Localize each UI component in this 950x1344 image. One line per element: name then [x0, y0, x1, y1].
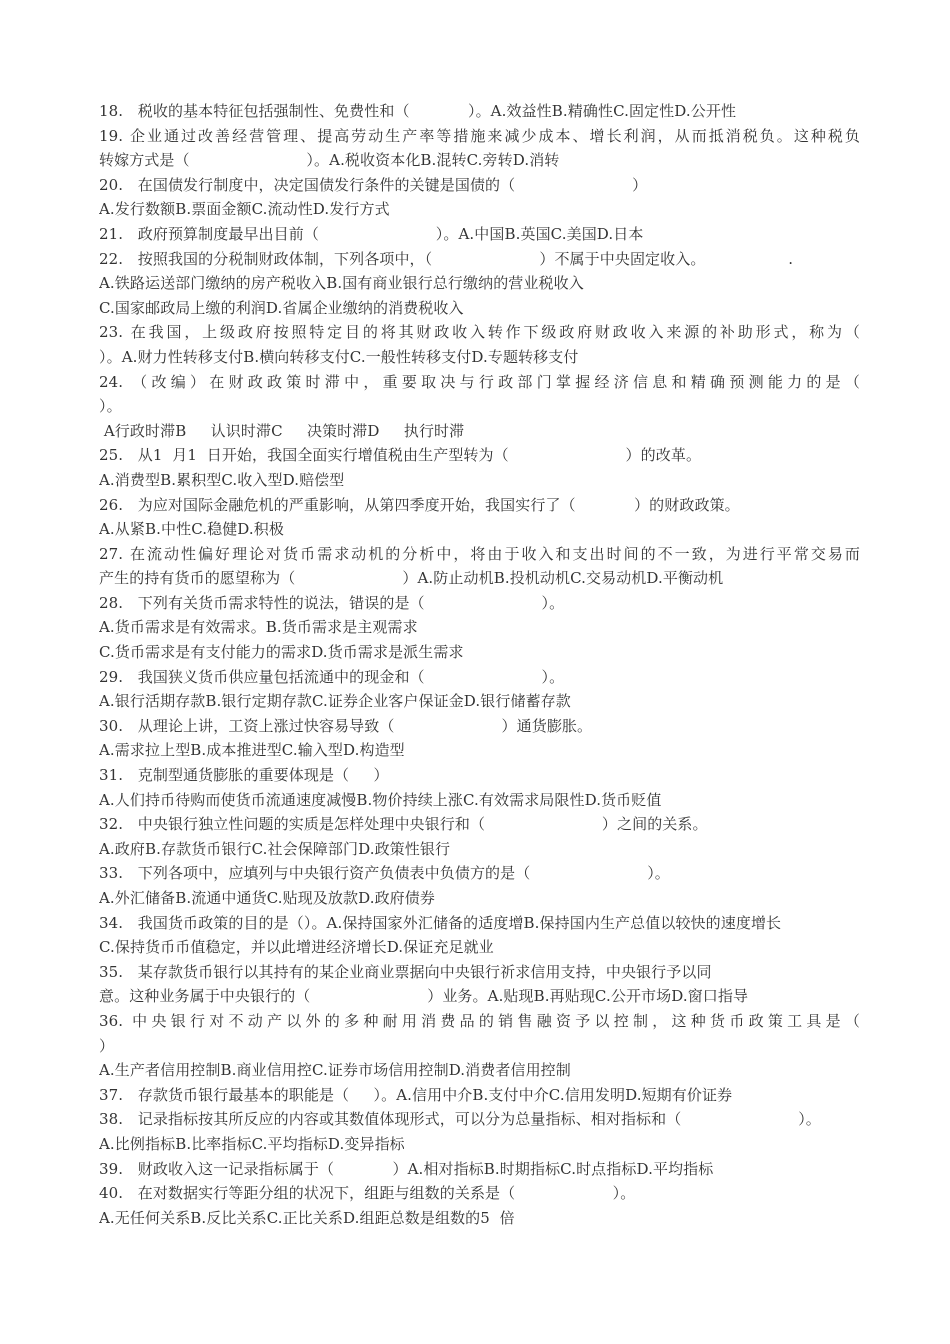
text-line: A.比例指标B.比率指标C.平均指标D.变异指标: [99, 1134, 405, 1153]
text-line: 21. 政府预算制度最早出目前（ ）。A.中国B.英国C.美国D.日本: [99, 224, 644, 243]
text-line: 33. 下列各项中，应填列与中央银行资产负债表中负债方的是（ ）。: [99, 864, 670, 883]
text-line: A.货币需求是有效需求。B.货币需求是主观需求: [99, 618, 418, 637]
text-line: 38. 记录指标按其所反应的内容或其数值体现形式，可以分为总量指标、相对指标和（ ）。: [99, 1110, 821, 1129]
text-line: 40. 在对数据实行等距分组的状况下，组距与组数的关系是（ ）。: [99, 1184, 636, 1203]
text-line: 23. 在我国，上级政府按照特定目的将其财政收入转作下级政府财政收入来源的补助形式，称为（: [99, 323, 860, 342]
text-line: 34. 我国货币政策的目的是（）。A.保持国家外汇储备的适度增B.保持国内生产总值以较快的速度增长: [99, 913, 782, 932]
text-line: 24. （改编）在财政政策时滞中，重要取决与行政部门掌握经济信息和精确预测能力的是（: [99, 372, 860, 391]
text-line: ）。: [99, 397, 122, 416]
text-line: 产生的持有货币的愿望称为（ ）A.防止动机B.投机动机C.交易动机D.平衡动机: [99, 569, 724, 588]
text-line: 意。这种业务属于中央银行的（ ）业务。A.贴现B.再贴现C.公开市场D.窗口指导: [99, 987, 749, 1006]
text-line: 28. 下列有关货币需求特性的说法，错误的是（ ）。: [99, 593, 565, 612]
text-line: 30. 从理论上讲，工资上涨过快容易导致（ ）通货膨胀。: [99, 716, 593, 735]
text-line: 22. 按照我国的分税制财政体制，下列各项中，（ ）不属于中央固定收入。 .: [99, 249, 794, 268]
text-line: 32. 中央银行独立性问题的实质是怎样处理中央银行和（ ）之间的关系。: [99, 815, 708, 834]
text-line: ）。A.财力性转移支付B.横向转移支付C.一般性转移支付D.专题转移支付: [99, 347, 579, 366]
text-line: A.人们持币待购而使货币流通速度减慢B.物价持续上涨C.有效需求局限性D.货币贬值: [99, 790, 662, 809]
text-line: A.从紧B.中性C.稳健D.积极: [99, 520, 284, 539]
text-line: A.消费型B.累积型C.收入型D.赔偿型: [99, 470, 345, 489]
text-line: 18. 税收的基本特征包括强制性、免费性和（ ）。A.效益性B.精确性C.固定性D.公开性: [99, 102, 737, 120]
text-line: 35. 某存款货币银行以其持有的某企业商业票据向中央银行祈求信用支持，中央银行予以同: [99, 962, 712, 981]
text-line: 31. 克制型通货膨胀的重要体现是（ ）: [99, 766, 389, 785]
text-line: A.银行活期存款B.银行定期存款C.证券企业客户保证金D.银行储蓄存款: [99, 692, 571, 711]
text-line: 36. 中央银行对不动产以外的多种耐用消费品的销售融资予以控制，这种货币政策工具是（: [99, 1011, 860, 1030]
text-line: 39. 财政收入这一记录指标属于（ ）A.相对指标B.时期指标C.时点指标D.平均指标: [99, 1159, 714, 1178]
text-line: C.国家邮政局上缴的利润D.省属企业缴纳的消费税收入: [99, 298, 464, 317]
text-line: A.发行数额B.票面金额C.流动性D.发行方式: [99, 200, 390, 219]
text-line: 25. 从1 月1 日开始，我国全面实行增值税由生产型转为（ ）的改革。: [99, 446, 702, 465]
text-line: A.铁路运送部门缴纳的房产税收入B.国有商业银行总行缴纳的营业税收入: [99, 274, 584, 293]
text-line: A.无任何关系B.反比关系C.正比关系D.组距总数是组数的5 倍: [99, 1208, 515, 1227]
text-line: 27. 在流动性偏好理论对货币需求动机的分析中，将由于收入和支出时间的不一致，为进行平常交易而: [99, 544, 860, 563]
text-line: A.需求拉上型B.成本推进型C.输入型D.构造型: [99, 741, 405, 760]
text-line: 37. 存款货币银行最基本的职能是（ ）。A.信用中介B.支付中介C.信用发明D.短期有价证券: [99, 1085, 733, 1104]
text-line: A.外汇储备B.流通中通货C.贴现及放款D.政府债券: [99, 889, 435, 907]
text-line: 26. 为应对国际金融危机的严重影响，从第四季度开始，我国实行了（ ）的财政政策。: [99, 495, 740, 514]
text-line: ）: [99, 1036, 115, 1055]
text-line: C.保持货币币值稳定，并以此增进经济增长D.保证充足就业: [99, 938, 494, 957]
text-line: A.生产者信用控制B.商业信用控C.证券市场信用控制D.消费者信用控制: [99, 1061, 571, 1080]
text-line: 20. 在国债发行制度中，决定国债发行条件的关键是国债的（ ）: [99, 175, 648, 194]
text-line: A.政府B.存款货币银行C.社会保障部门D.政策性银行: [99, 839, 451, 858]
text-line: C.货币需求是有支付能力的需求D.货币需求是派生需求: [99, 643, 464, 662]
text-line: 29. 我国狭义货币供应量包括流通中的现金和（ ）。: [99, 667, 565, 686]
text-line: 19. 企业通过改善经营管理、提高劳动生产率等措施来减少成本、增长利润，从而抵消税负。这种税负: [99, 126, 860, 145]
text-line: A行政时滞B 认识时滞C 决策时滞D 执行时滞: [99, 421, 465, 440]
text-line: 转嫁方式是（ ）。A.税收资本化B.混转C.旁转D.消转: [99, 151, 560, 170]
